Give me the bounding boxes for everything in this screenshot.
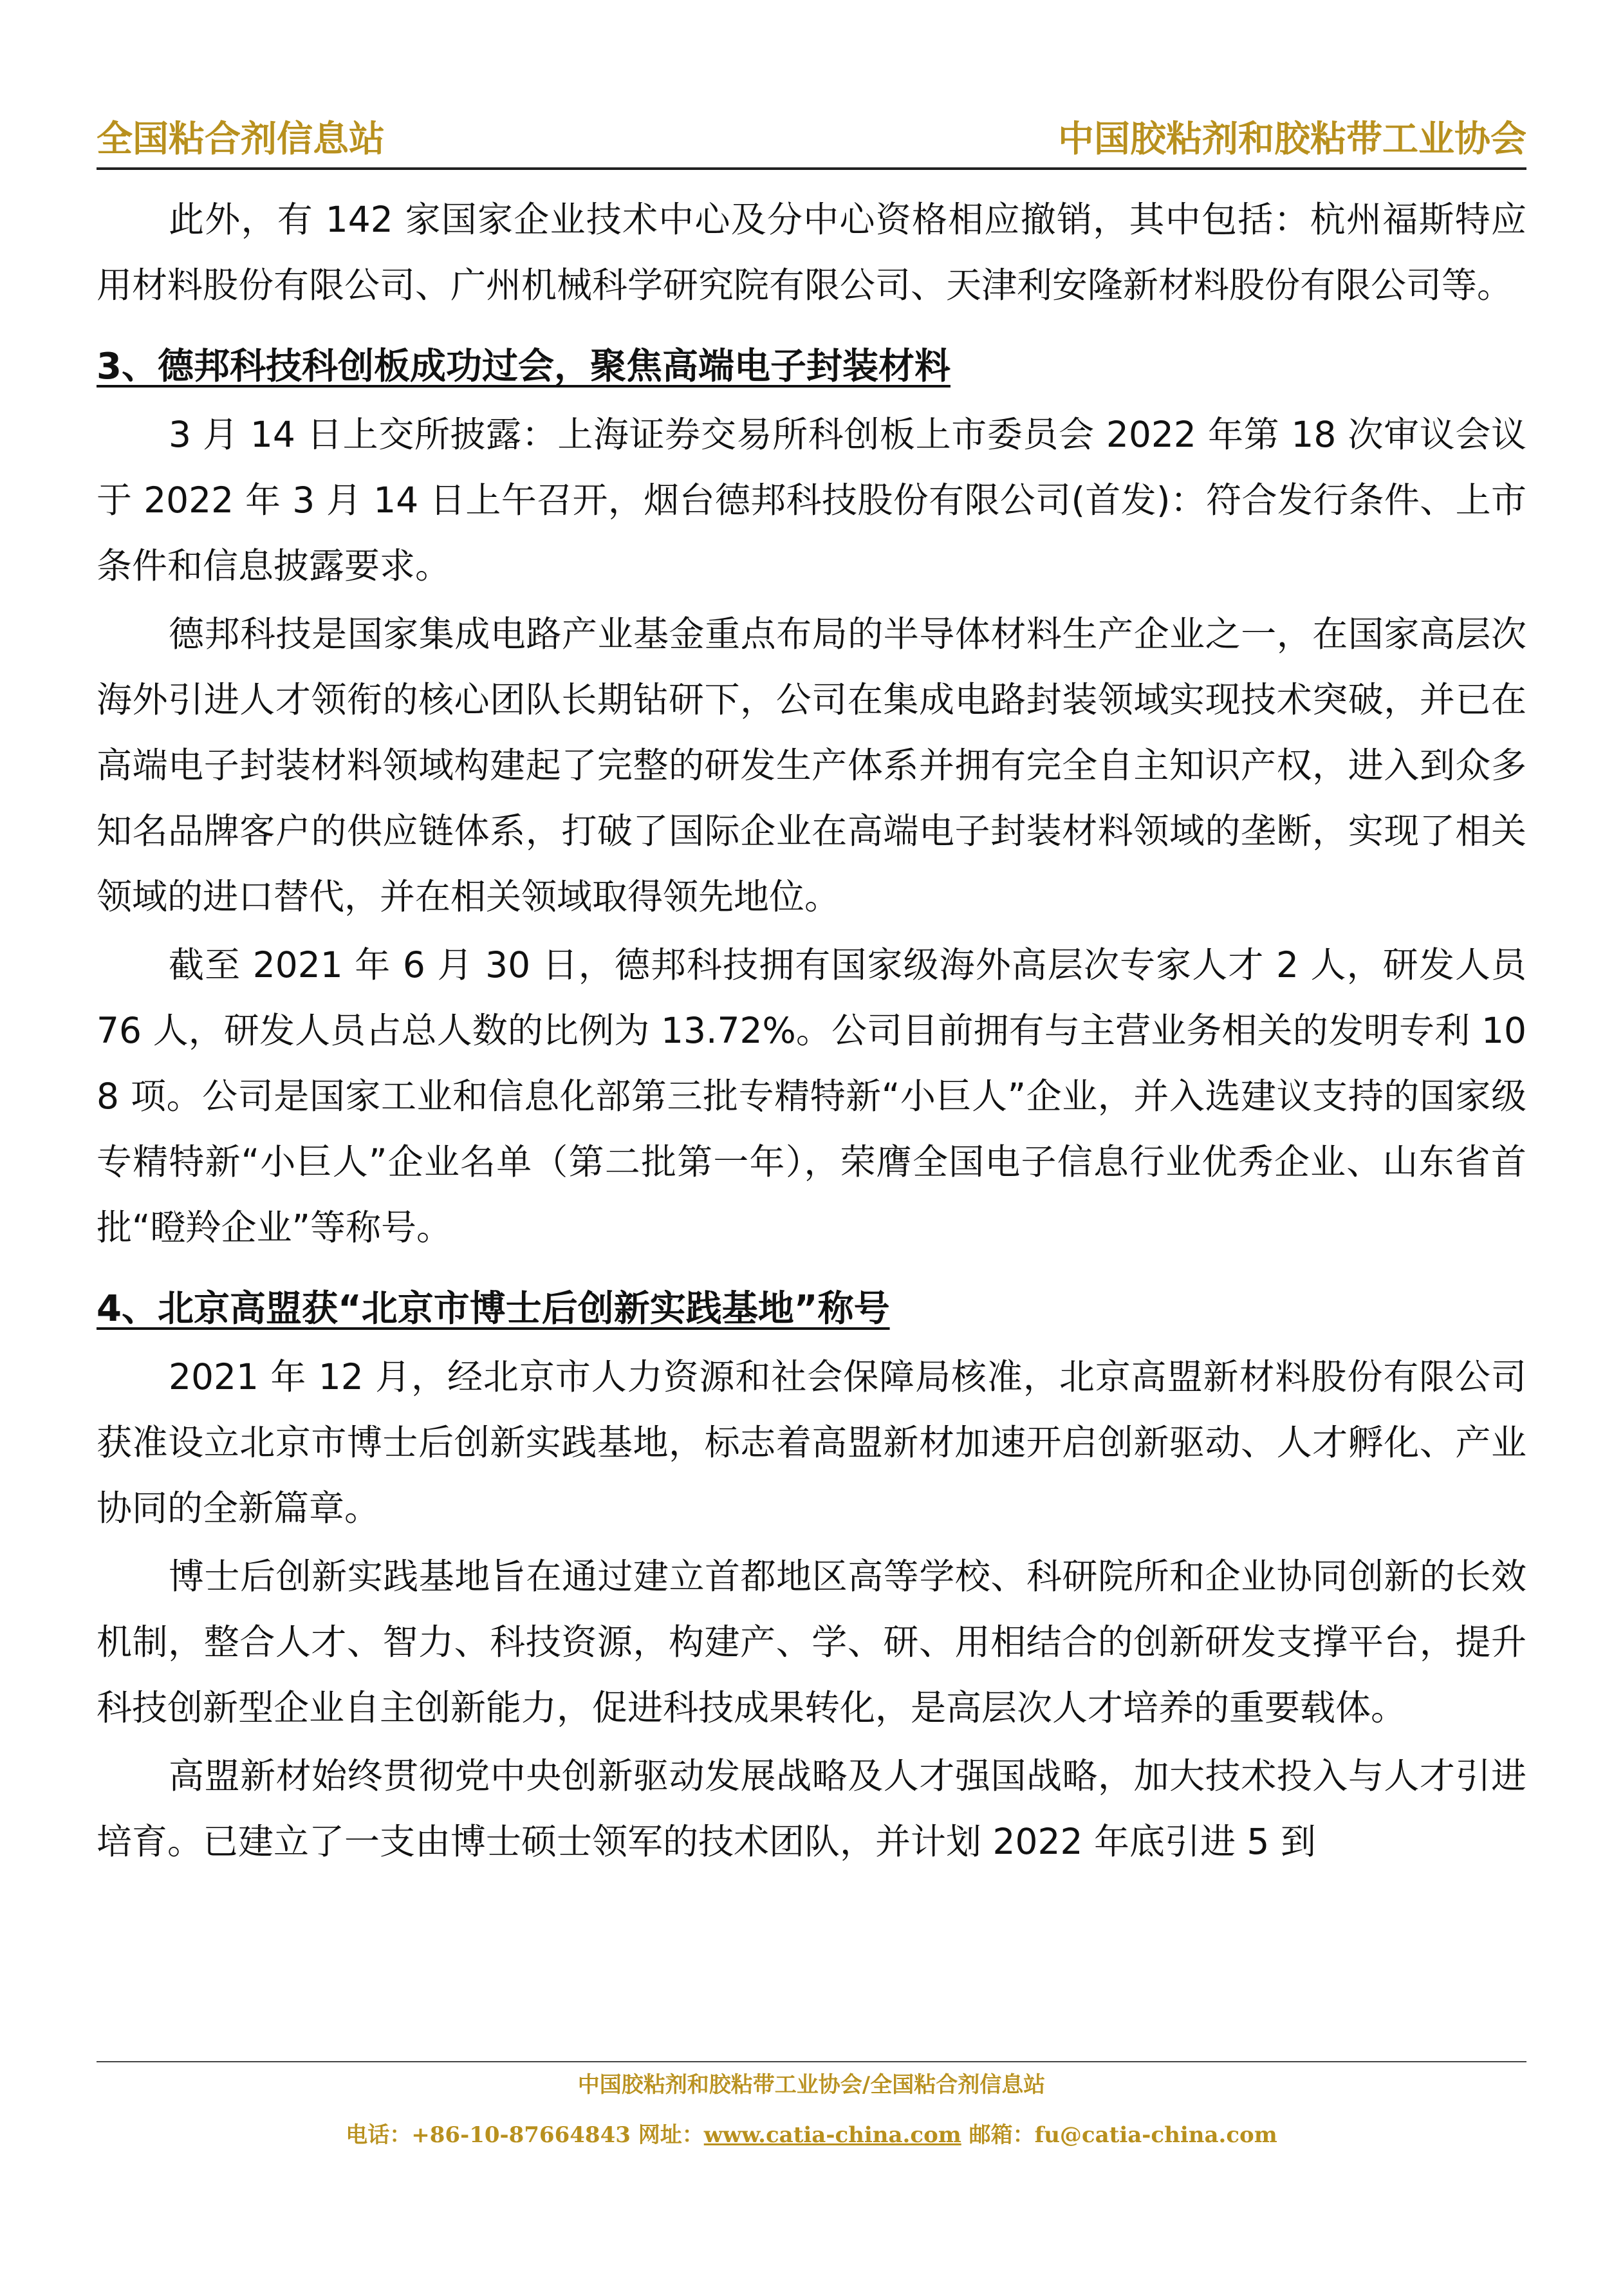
section-3-paragraph-3: 截至 2021 年 6 月 30 日，德邦科技拥有国家级海外高层次专家人才 2 人，研发人员 76 人，研发人员占总人数的比例为 13.72%。公司目前拥有与主营业务相关的发明专利 108 项。公司是国家工业和信息化部第三批专精特新“小巨人”企业，并入选建议支持的国家级专精特新“小巨人”企业名单（第二批第一年），荣膺全国电子信息行业优秀企业、山东省首批“瞪羚企业”等称号。 xyxy=(97,944,1526,1248)
section-3-title: 3、德邦科技科创板成功过会，聚焦高端电子封装材料 xyxy=(97,346,951,387)
footer-website-label: 网址： xyxy=(638,2122,704,2148)
page-header xyxy=(97,116,1526,167)
footer-website-link[interactable]: www.catia-china.com xyxy=(703,2122,961,2148)
footer-divider xyxy=(97,2061,1526,2062)
header-site-title: 全国粘合剂信息站 xyxy=(97,118,385,160)
section-4-heading xyxy=(97,1278,1526,1340)
footer-contact-line xyxy=(97,2119,1526,2151)
footer-email-label: 邮箱： xyxy=(969,2122,1035,2148)
header-org-title: 中国胶粘剂和胶粘带工业协会 xyxy=(1058,118,1526,160)
section-4-paragraph-1: 2021 年 12 月，经北京市人力资源和社会保障局核准，北京高盟新材料股份有限公司获准设立北京市博士后创新实践基地，标志着高盟新材加速开启创新驱动、人才孵化、产业协同的全新篇章。 xyxy=(97,1356,1526,1529)
section-4-title: 4、北京高盟获“北京市博士后创新实践基地”称号 xyxy=(97,1288,890,1330)
section-4-paragraph-3: 高盟新材始终贯彻党中央创新驱动发展战略及人才强国战略，加大技术投入与人才引进培育。已建立了一支由博士硕士领军的技术团队，并计划 2022 年底引进 5 到 xyxy=(97,1755,1526,1862)
document-body xyxy=(97,187,1526,1874)
section-3-heading xyxy=(97,336,1526,398)
intro-paragraph: 此外，有 142 家国家企业技术中心及分中心资格相应撤销，其中包括：杭州福斯特应用材料股份有限公司、广州机械科学研究院有限公司、天津利安隆新材料股份有限公司等。 xyxy=(97,199,1526,306)
footer-email[interactable]: fu@catia-china.com xyxy=(1034,2122,1277,2148)
header-divider xyxy=(97,167,1526,170)
section-3-paragraph-1: 3 月 14 日上交所披露：上海证券交易所科创板上市委员会 2022 年第 18 次审议会议于 2022 年 3 月 14 日上午召开，烟台德邦科技股份有限公司(首发)：符合发行条件、上市条件和信息披露要求。 xyxy=(97,414,1526,586)
section-4-paragraph-2: 博士后创新实践基地旨在通过建立首都地区高等学校、科研院所和企业协同创新的长效机制，整合人才、智力、科技资源，构建产、学、研、用相结合的创新研发支撑平台，提升科技创新型企业自主创新能力，促进科技成果转化，是高层次人才培养的重要载体。 xyxy=(97,1556,1526,1728)
footer-phone: +86-10-87664843 xyxy=(411,2122,631,2148)
footer-phone-label: 电话： xyxy=(346,2122,412,2148)
section-3-paragraph-2: 德邦科技是国家集成电路产业基金重点布局的半导体材料生产企业之一，在国家高层次海外引进人才领衔的核心团队长期钻研下，公司在集成电路封装领域实现技术突破，并已在高端电子封装材料领域构建起了完整的研发生产体系并拥有完全自主知识产权，进入到众多知名品牌客户的供应链体系，打破了国际企业在高端电子封装材料领域的垄断，实现了相关领域的进口替代，并在相关领域取得领先地位。 xyxy=(97,613,1526,917)
footer-org-line: 中国胶粘剂和胶粘带工业协会/全国粘合剂信息站 xyxy=(577,2072,1046,2098)
